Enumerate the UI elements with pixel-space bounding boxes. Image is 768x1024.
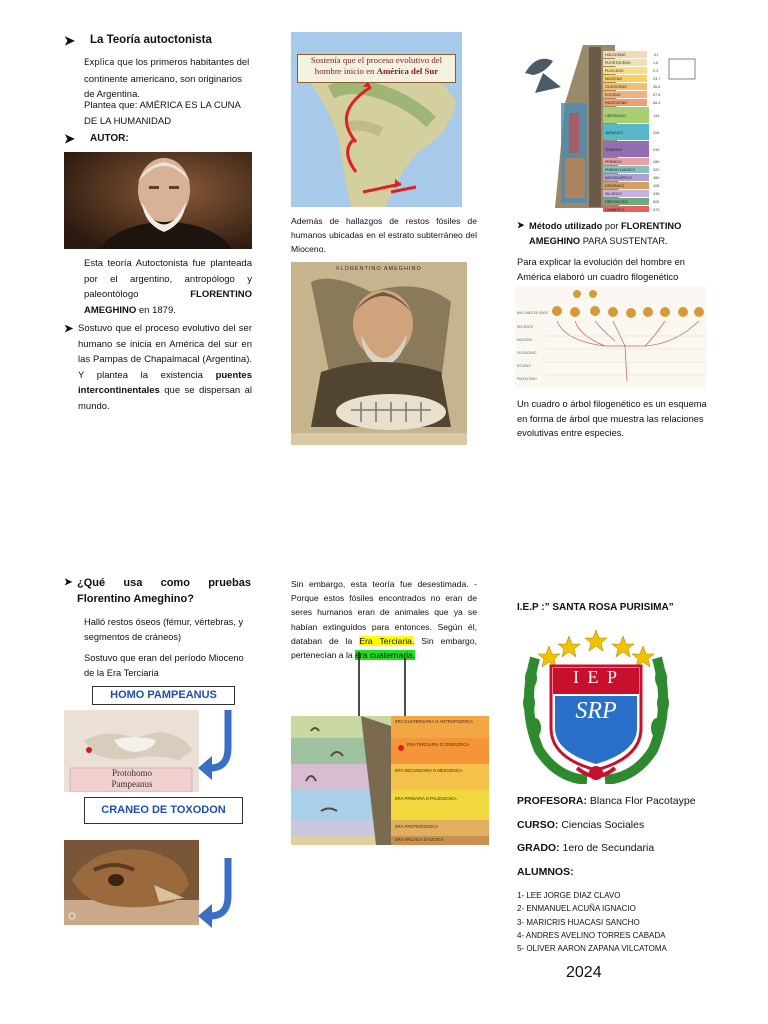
protohomo-caption: Protohomo Pampeanus	[111, 768, 153, 789]
caricature-title: FLORENTINO AMEGHINO	[336, 266, 422, 272]
list-item: 4- ANDRES AVELINO TORRES CABADA	[517, 930, 666, 940]
era-label-secondary: ERA SECUNDARIA O MESOZOICA	[395, 768, 463, 773]
alumnos-label: ALUMNOS:	[517, 866, 574, 878]
svg-text:360: 360	[653, 176, 660, 180]
protohomo-bones-image	[64, 710, 199, 792]
svg-text:408: 408	[653, 184, 660, 188]
svg-text:MILLONES DE AÑOS: MILLONES DE AÑOS	[517, 311, 549, 315]
heading-teoria: La Teoría autoctonista	[90, 34, 212, 46]
ameghino-portrait	[64, 152, 252, 249]
svg-text:245: 245	[653, 148, 660, 152]
list-item: 5- OLIVER AARON ZAPANA VILCATOMA	[517, 944, 667, 954]
svg-text:PENNSYLVANICO: PENNSYLVANICO	[605, 168, 636, 172]
south-america-map	[291, 32, 462, 207]
svg-text:144: 144	[653, 114, 660, 118]
svg-text:HOLOCENO: HOLOCENO	[605, 53, 626, 57]
school-name: I.E.P :” SANTA ROSA PURISIMA”	[517, 602, 674, 613]
svg-text:MISSISSIPPICO: MISSISSIPPICO	[605, 176, 632, 180]
geologic-time-chart	[515, 33, 698, 214]
svg-text:438: 438	[653, 192, 660, 196]
blue-curved-arrow-icon	[196, 708, 238, 780]
list-item: 2- ENMANUEL ACUÑA IGNACIO	[517, 904, 636, 914]
svg-text:CRETACICO: CRETACICO	[605, 114, 626, 118]
autor-label: AUTOR:	[90, 133, 129, 144]
svg-text:TRIASICO: TRIASICO	[605, 148, 622, 152]
bullet-arrow-icon: ➤	[64, 323, 74, 335]
svg-text:505: 505	[653, 200, 660, 204]
svg-text:66.4: 66.4	[653, 101, 661, 105]
svg-text:1.6: 1.6	[653, 61, 659, 65]
bio-text: Esta teoría Autoctonista fue planteada por el argentino, antropólogo y paleontólogo FLORENTINO AMEGHINO en 1879.	[84, 258, 252, 316]
svg-text:286: 286	[653, 160, 660, 164]
bullet-arrow-icon: ➤	[517, 220, 525, 230]
svg-text:RECIENTE: RECIENTE	[517, 325, 534, 329]
geologic-eras-chart	[291, 716, 489, 845]
svg-text:EOCENO: EOCENO	[605, 93, 621, 97]
crest-srp-text: SRP	[575, 698, 617, 724]
svg-text:MIOCENO: MIOCENO	[517, 338, 533, 342]
profesora-line: PROFESORA: Blanca Flor Pacotaype	[517, 795, 696, 807]
metodo-text: Método utilizado por FLORENTINO AMEGHINO PARA SUSTENTAR.	[529, 221, 682, 246]
svg-text:PLIOCENO: PLIOCENO	[605, 69, 624, 73]
homo-pampeanus-label: HOMO PAMPEANUS	[92, 686, 235, 705]
era-label-primary: ERA PRIMARIA O PALEOZOICA	[395, 796, 457, 801]
svg-text:OLIGOCENO: OLIGOCENO	[517, 351, 537, 355]
svg-text:PLEISTOCENO: PLEISTOCENO	[605, 61, 631, 65]
hallo-text: Halló restos óseos (fémur, vértebras, y segmentos de cráneos)	[84, 617, 244, 642]
svg-text:36.6: 36.6	[653, 85, 661, 89]
svg-text:ORDOVICICO: ORDOVICICO	[605, 200, 629, 204]
svg-text:SILURICO: SILURICO	[605, 192, 622, 196]
svg-text:PERMICO: PERMICO	[605, 160, 622, 164]
list-item: 3- MARICRIS HUACASI SANCHO	[517, 917, 640, 927]
svg-text:PALEOCENO: PALEOCENO	[517, 377, 537, 381]
svg-text:PALEOCENO: PALEOCENO	[605, 101, 628, 105]
arbol-text: Un cuadro o árbol filogenético es un esquema en forma de árbol que muestra las relaciones evolutivas entre especies.	[517, 399, 707, 438]
map-caption: Sostenía que el proceso evolutivo del hombre inicio en América del Sur	[297, 54, 456, 83]
list-item: 1- LEE JORGE DIAZ CLAVO	[517, 891, 621, 900]
sostuvo-mioceno-text: Sostuvo que eran del período Mioceno de la Era Terciaria	[84, 653, 244, 678]
svg-text:OLIGOCENO: OLIGOCENO	[605, 85, 627, 89]
bullet-arrow-icon: ➤	[64, 33, 75, 48]
svg-text:320: 320	[653, 168, 660, 172]
blue-curved-arrow-icon	[196, 856, 238, 928]
svg-text:JURASICO: JURASICO	[605, 131, 624, 135]
plantea-text: Plantea que: AMÉRICA ES LA CUNA DE LA HUMANIDAD	[84, 100, 241, 127]
ameghino-caricature	[291, 262, 467, 445]
explica-text: Explica que los primeros habitantes del continente americano, son originarios de Argentina.	[84, 57, 250, 100]
svg-text:5.3: 5.3	[653, 69, 659, 73]
sostuvo-text: Sostuvo que el proceso evolutivo del ser humano se inicia en América del sur en las Pampas de Chapalmacal (Argentina). Y plantea la existencia puentes intercontinentales que se dispersan al mundo.	[78, 323, 252, 412]
era-label-quaternary: ERA CUATERNARIA O ANTROPOZOICA	[395, 719, 473, 724]
hallazgos-text: Además de hallazgos de restos fósiles de humanos ubicadas en el estrato subterráneo del Mioceno.	[291, 216, 477, 254]
svg-text:570: 570	[653, 208, 660, 212]
era-label-proterozoic: ERA PROTEROZOICA	[395, 824, 439, 829]
grado-line: GRADO: 1ero de Secundaria	[517, 842, 655, 854]
era-label-archaic: ERA ARCAICA O AZOICA	[395, 837, 444, 842]
curso-line: CURSO: Ciencias Sociales	[517, 819, 645, 831]
year-text: 2024	[566, 964, 602, 981]
bullet-arrow-icon: ➤	[64, 577, 73, 588]
question-heading: ¿Qué usa como pruebas Florentino Ameghino?	[77, 577, 251, 605]
students-list	[517, 889, 717, 955]
svg-text:CAMBRICO: CAMBRICO	[605, 208, 625, 212]
para-explicar-text: Para explicar la evolución del hombre en América elaboró un cuadro filogenético	[517, 257, 685, 282]
svg-text:MIOCENO: MIOCENO	[605, 77, 623, 81]
svg-text:DEVONICO: DEVONICO	[605, 184, 625, 188]
bullet-arrow-icon: ➤	[64, 131, 75, 146]
svg-text:EOCENO: EOCENO	[517, 364, 531, 368]
svg-text:.01: .01	[653, 53, 659, 57]
era-label-tertiary: ERA TERCIARIA O CENOZOICA	[407, 742, 470, 747]
crest-iep-text: I E P	[573, 667, 619, 687]
toxodon-skull-image	[64, 840, 199, 925]
svg-text:208: 208	[653, 131, 660, 135]
svg-text:57.8: 57.8	[653, 93, 661, 97]
desestimada-text: Sin embargo, esta teoría fue desestimada. - Porque estos fósiles encontrados no eran de seres humanos eran de animales que ya se habían extinguidos para entonces. Según él, databan de la Era Terciaria. Sin embargo, pertenecían a la era cuaternaria.	[291, 579, 477, 661]
phylogenetic-chart	[515, 286, 706, 389]
svg-text:23.7: 23.7	[653, 77, 661, 81]
craneo-toxodon-label: CRANEO DE TOXODON	[84, 797, 243, 824]
